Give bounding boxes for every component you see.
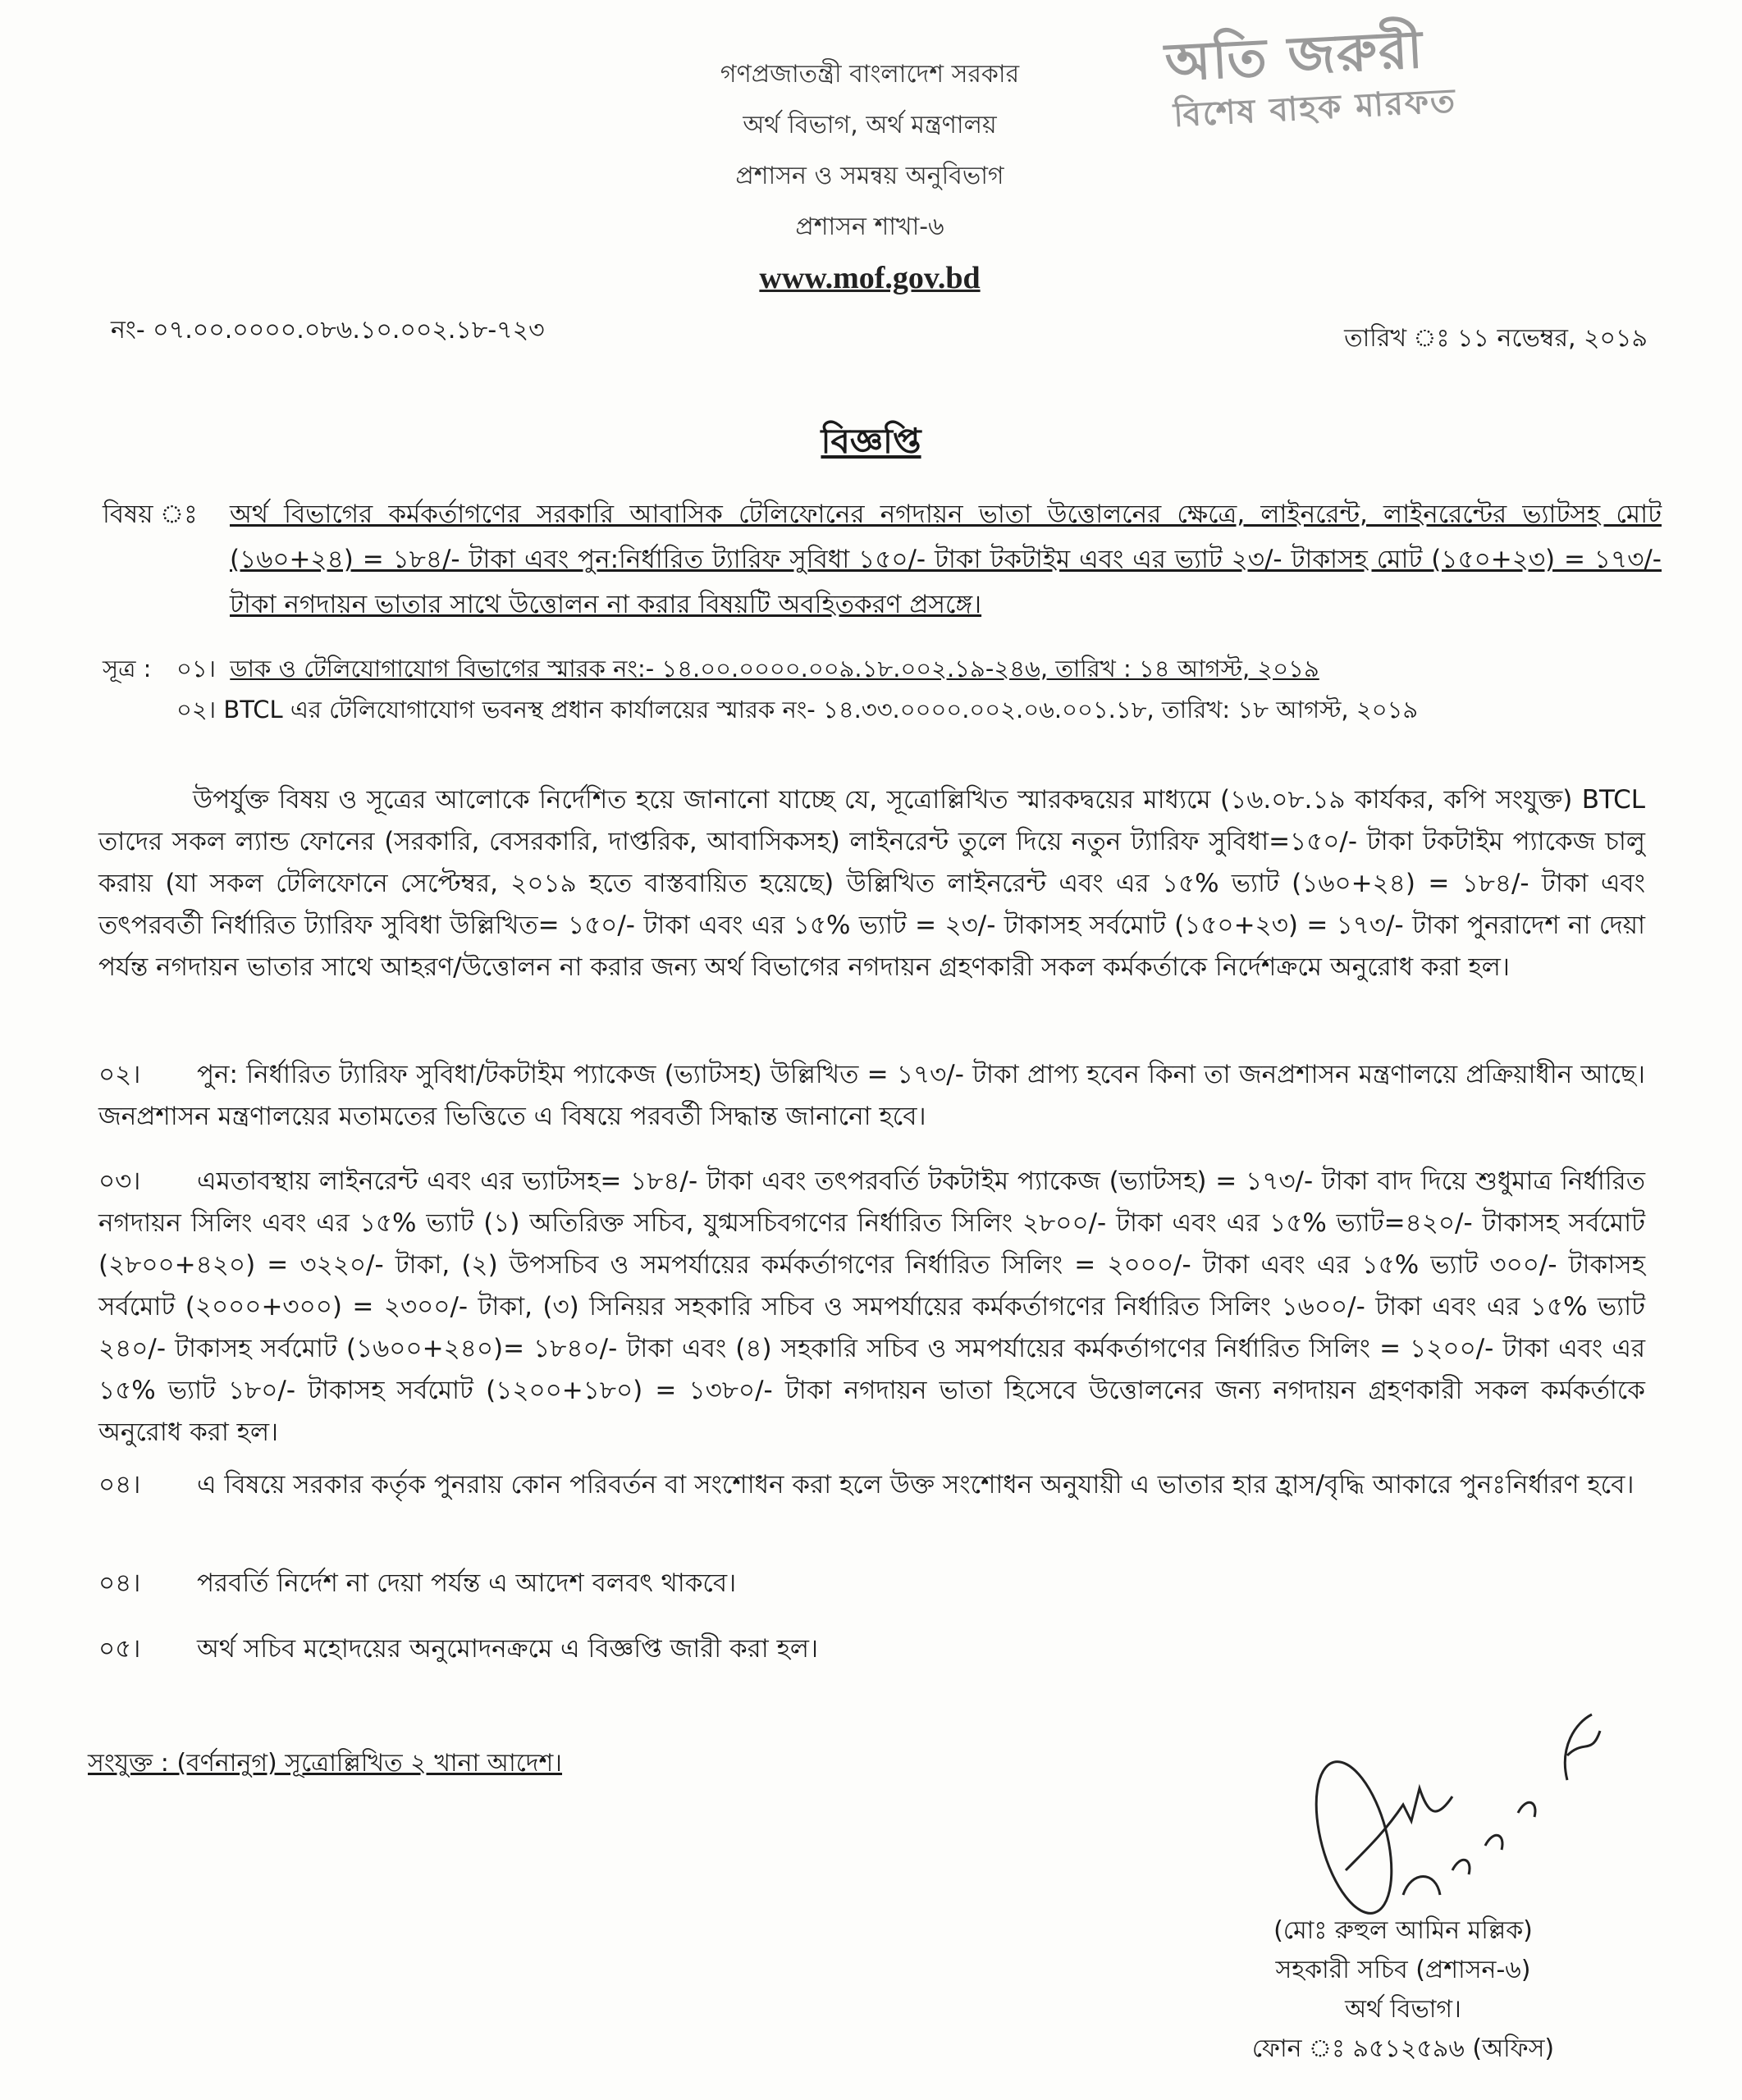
paragraph-2	[98, 1054, 1645, 1138]
reference-number: ০২।	[176, 696, 217, 724]
signature-icon	[1296, 1706, 1641, 1920]
paragraph-number: ০২।	[98, 1060, 141, 1089]
document-title	[0, 414, 1742, 472]
memo-date: তারিখ ঃ ১১ নভেম্বর, ২০১৯	[1344, 324, 1648, 353]
reference-item	[176, 648, 1662, 689]
letterhead	[624, 49, 1116, 304]
reference-item	[176, 689, 1662, 730]
signatory-phone: ফোন ঃ ৯৫১২৫৯৬ (অফিস)	[1251, 2034, 1555, 2063]
paragraph-5	[98, 1563, 1645, 1605]
paragraph-4	[98, 1464, 1645, 1506]
paragraph-text: এমতাবস্থায় লাইনরেন্ট এবং এর ভ্যাটসহ= ১৮৪/- টাকা এবং তৎপরবর্তি টকটাইম প্যাকেজ (ভ্যাটসহ) = ১৭৩/- টাকা বাদ দিয়ে শুধুমাত্র নির্ধারিত নগদায়ন সিলিং এবং এর ১৫% ভ্যাট (১) অতিরিক্ত সচিব, যুগ্মসচিবগণের নির্ধারিত সিলিং ২৮০০/- টাকা এবং এর ১৫% ভ্যাট=৪২০/- টাকাসহ সর্বমোট (২৮০০+৪২০) = ৩২২০/- টাকা, (২) উপসচিব ও সমপর্যায়ের কর্মকর্তাগণের নির্ধারিত সিলিং = ২০০০/- টাকা এবং এর ১৫% ভ্যাট ৩০০/- টাকাসহ সর্বমোট (২০০০+৩০০) = ২৩০০/- টাকা, (৩) সিনিয়র সহকারি সচিব ও সমপর্যায়ের কর্মকর্তাগণের নির্ধারিত সিলিং ১৬০০/- টাকা এবং এর ১৫% ভ্যাট ২৪০/- টাকাসহ সর্বমোট (১৬০০+২৪০)= ১৮৪০/- টাকা এবং (৪) সহকারি সচিব ও সমপর্যায়ের কর্মকর্তাগণের নির্ধারিত সিলিং = ১২০০/- টাকা এবং এর ১৫% ভ্যাট ১৮০/- টাকাসহ সর্বমোট (১২০০+১৮০) = ১৩৮০/- টাকা নগদায়ন ভাতা হিসেবে উত্তোলনের জন্য নগদায়ন গ্রহণকারী সকল কর্মকর্তাকে অনুরোধ করা হল।	[98, 1166, 1645, 1447]
attachment-note: সংযুক্ত : (বর্ণনানুগ) সূত্রোল্লিখিত ২ খানা আদেশ।	[88, 1749, 563, 1778]
wing-name: প্রশাসন ও সমন্বয় অনুবিভাগ	[735, 162, 1004, 190]
signatory-designation: সহকারী সচিব (প্রশাসন-৬)	[1275, 1956, 1531, 1984]
paragraph-number: ০৫।	[98, 1634, 141, 1664]
signatory-department: অর্থ বিভাগ।	[1345, 1995, 1461, 2024]
reference-number: ০১।	[176, 655, 217, 682]
references-section	[103, 648, 1662, 730]
reference-text: BTCL এর টেলিযোগাযোগ ভবনস্থ প্রধান কার্যালয়ের স্মারক নং- ১৪.৩৩.০০০০.০০২.০৬.০০১.১৮, তারিখ: ১৮ আগস্ট, ২০১৯	[223, 696, 1419, 724]
division-name: অর্থ বিভাগ, অর্থ মন্ত্রণালয়	[743, 111, 997, 139]
website-link[interactable]: www.mof.gov.bd	[759, 261, 981, 295]
references-label: সূত্র :	[103, 655, 152, 682]
special-messenger-stamp: বিশেষ বাহক মারফত	[1172, 81, 1458, 135]
paragraph-number: ০৩।	[98, 1166, 141, 1196]
paragraph-text: পরবর্তি নির্দেশ না দেয়া পর্যন্ত এ আদেশ বলবৎ থাকবে।	[197, 1568, 737, 1598]
signatory-name: (মোঃ রুহুল আমিন মল্লিক)	[1273, 1916, 1533, 1945]
paragraph-1: উপর্যুক্ত বিষয় ও সূত্রের আলোকে নির্দেশিত হয়ে জানানো যাচ্ছে যে, সূত্রোল্লিখিত স্মারকদ্বয়ের মাধ্যমে (১৬.০৮.১৯ কার্যকর, কপি সংযুক্ত) BTCL তাদের সকল ল্যান্ড ফোনের (সরকারি, বেসরকারি, দাপ্তরিক, আবাসিকসহ) লাইনরেন্ট তুলে দিয়ে নতুন ট্যারিফ সুবিধা=১৫০/- টাকা টকটাইম প্যাকেজ চালু করায় (যা সকল টেলিফোনে সেপ্টেম্বর, ২০১৯ হতে বাস্তবায়িত হয়েছে) উল্লিখিত লাইনরেন্ট এবং এর ১৫% ভ্যাট (১৬০+২৪) = ১৮৪/- টাকা এবং তৎপরবর্তী নির্ধারিত ট্যারিফ সুবিধা উল্লিখিত= ১৫০/- টাকা এবং এর ১৫% ভ্যাট = ২৩/- টাকাসহ সর্বমোট (১৫০+২৩) = ১৭৩/- টাকা পুনরাদেশ না দেয়া পর্যন্ত নগদায়ন ভাতার সাথে আহরণ/উত্তোলন না করার জন্য অর্থ বিভাগের নগদায়ন গ্রহণকারী সকল কর্মকর্তাকে নির্দেশক্রমে অনুরোধ করা হল।	[98, 785, 1645, 982]
subject-section	[103, 492, 1662, 628]
paragraph-text: এ বিষয়ে সরকার কর্তৃক পুনরায় কোন পরিবর্তন বা সংশোধন করা হলে উক্ত সংশোধন অনুযায়ী এ ভাতার হার হ্রাস/বৃদ্ধি আকারে পুনঃনির্ধারণ হবে।	[197, 1470, 1635, 1500]
subject-text: অর্থ বিভাগের কর্মকর্তাগণের সরকারি আবাসিক টেলিফোনের নগদায়ন ভাতা উত্তোলনের ক্ষেত্রে, লাইনরেন্ট, লাইনরেন্টের ভ্যাটসহ মোট (১৬০+২৪) = ১৮৪/- টাকা এবং পুন:নির্ধারিত ট্যারিফ সুবিধা ১৫০/- টাকা টকটাইম এবং এর ভ্যাট ২৩/- টাকাসহ মোট (১৫০+২৩) = ১৭৩/- টাকা নগদায়ন ভাতার সাথে উত্তোলন না করার বিষয়টি অবহিতকরণ প্রসঙ্গে।	[230, 500, 1662, 619]
subject-label: বিষয় ঃ	[103, 500, 198, 529]
title-text: বিজ্ঞপ্তি	[821, 421, 921, 461]
memo-number: নং- ০৭.০০.০০০০.০৮৬.১০.০০২.১৮-৭২৩	[111, 316, 545, 345]
paragraph-6	[98, 1628, 1645, 1670]
paragraph-number: ০৪।	[98, 1470, 141, 1500]
signatory-block	[1231, 1911, 1575, 2069]
paragraph-3	[98, 1161, 1645, 1454]
branch-name: প্রশাসন শাখা-৬	[795, 212, 944, 241]
paragraph-text: পুন: নির্ধারিত ট্যারিফ সুবিধা/টকটাইম প্যাকেজ (ভ্যাটসহ) উল্লিখিত = ১৭৩/- টাকা প্রাপ্য হবেন কিনা তা জনপ্রশাসন মন্ত্রণালয়ে প্রক্রিয়াধীন আছে। জনপ্রশাসন মন্ত্রণালয়ের মতামতের ভিত্তিতে এ বিষয়ে পরবর্তী সিদ্ধান্ত জানানো হবে।	[98, 1060, 1645, 1131]
paragraph-number: ০৪।	[98, 1568, 141, 1598]
reference-text: ডাক ও টেলিযোগাযোগ বিভাগের স্মারক নং:- ১৪.০০.০০০০.০০৯.১৮.০০২.১৯-২৪৬, তারিখ : ১৪ আগস্ট, ২০১৯	[230, 655, 1319, 682]
paragraph-text: অর্থ সচিব মহোদয়ের অনুমোদনক্রমে এ বিজ্ঞপ্তি জারী করা হল।	[197, 1634, 819, 1664]
urgent-stamp: অতি জরুরী	[1164, 19, 1426, 94]
government-name: গণপ্রজাতন্ত্রী বাংলাদেশ সরকার	[720, 60, 1020, 89]
